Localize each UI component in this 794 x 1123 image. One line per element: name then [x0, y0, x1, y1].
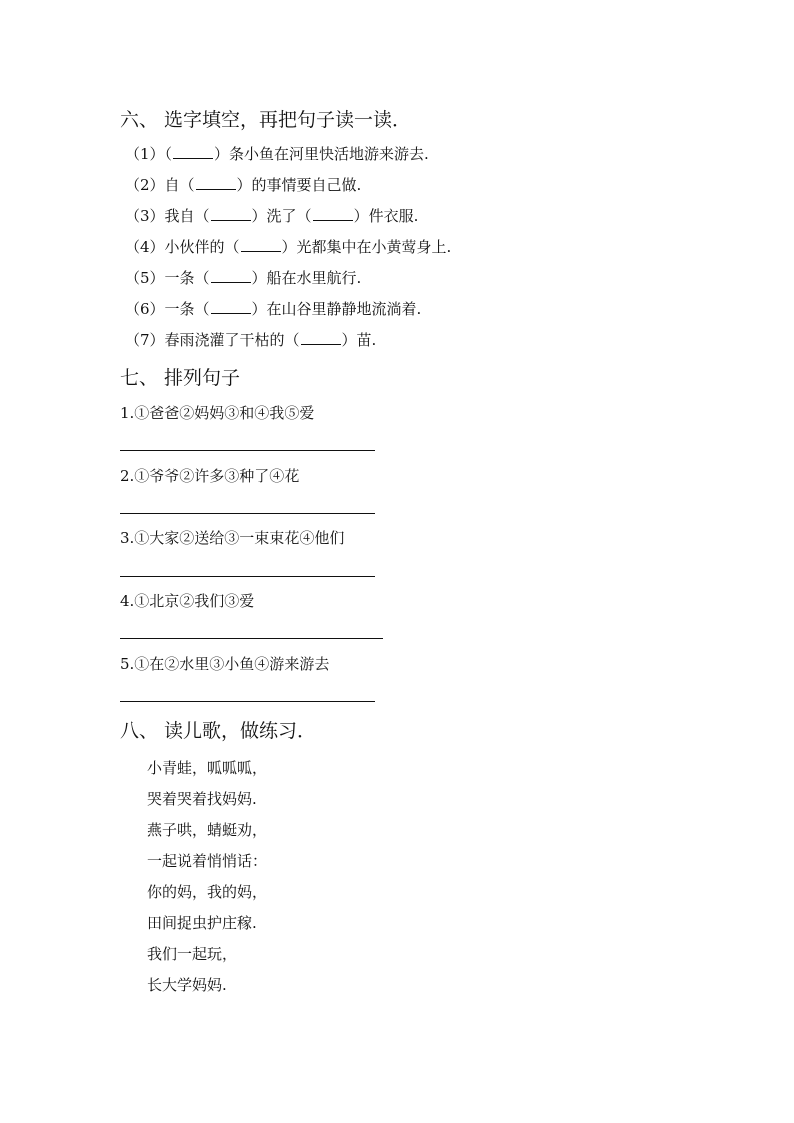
- section-8-heading: 八、 读儿歌，做练习．: [120, 720, 317, 742]
- arrange-item-1: 1.①爸爸②妈妈③和④我⑤爱: [120, 404, 315, 422]
- fill-item-5: [125, 268, 361, 288]
- section-6-heading: 六、 选字填空，再把句子读一读．: [120, 109, 412, 131]
- arrange-item-5: 5.①在②水里③小鱼④游来游去: [120, 655, 330, 673]
- fill-item-2: [125, 175, 361, 195]
- fill-item-4: [125, 237, 451, 257]
- answer-blank[interactable]: [211, 299, 251, 314]
- answer-line[interactable]: [120, 576, 375, 577]
- arrange-item-2: 2.①爷爷②许多③种了④花: [120, 467, 300, 485]
- poem-line: 你的妈，我的妈，: [147, 883, 268, 901]
- poem-line: 一起说着悄悄话：: [147, 852, 268, 870]
- poem-line: 长大学妈妈.: [147, 976, 227, 994]
- answer-line[interactable]: [120, 450, 375, 451]
- fill-item-text: （2）自（: [125, 176, 195, 194]
- answer-blank[interactable]: [301, 330, 341, 345]
- fill-item-text: （3）我自（: [125, 207, 210, 225]
- answer-line[interactable]: [120, 701, 375, 702]
- fill-item-text: （1）（: [125, 145, 173, 163]
- fill-item-text: ）的事情要自己做.: [236, 176, 362, 194]
- poem-line: 燕子哄，蜻蜓劝，: [147, 821, 268, 839]
- arrange-item-3: 3.①大家②送给③一束束花④他们: [120, 529, 345, 547]
- poem-line: 田间捉虫护庄稼.: [147, 914, 257, 932]
- fill-item-text: ）件衣服.: [353, 207, 419, 225]
- fill-item-text: ）苗.: [341, 331, 377, 349]
- answer-blank[interactable]: [211, 206, 251, 221]
- answer-blank[interactable]: [313, 206, 353, 221]
- fill-item-text: （4）小伙伴的（: [125, 238, 240, 256]
- answer-blank[interactable]: [196, 175, 236, 190]
- fill-item-text: ）洗了（: [251, 207, 312, 225]
- fill-item-text: （7）春雨浇灌了干枯的（: [125, 331, 300, 349]
- answer-blank[interactable]: [211, 268, 251, 283]
- answer-blank[interactable]: [241, 237, 281, 252]
- fill-item-text: ）光都集中在小黄莺身上.: [281, 238, 452, 256]
- answer-line[interactable]: [120, 638, 383, 639]
- section-7-heading: 七、 排列句子: [120, 367, 241, 389]
- fill-item-text: ）船在水里航行.: [251, 269, 362, 287]
- fill-item-text: ）在山谷里静静地流淌着.: [251, 300, 422, 318]
- poem-line: 哭着哭着找妈妈.: [147, 790, 257, 808]
- poem-line: 小青蛙，呱呱呱，: [147, 759, 268, 777]
- arrange-item-4: 4.①北京②我们③爱: [120, 592, 255, 610]
- fill-item-7: [125, 330, 376, 350]
- poem-line: 我们一起玩，: [147, 945, 238, 963]
- fill-item-1: [125, 144, 429, 164]
- answer-line[interactable]: [120, 513, 375, 514]
- fill-item-text: ）条小鱼在河里快活地游来游去.: [214, 145, 429, 163]
- fill-item-text: （6）一条（: [125, 300, 210, 318]
- fill-item-6: [125, 299, 421, 319]
- answer-blank[interactable]: [173, 144, 213, 159]
- fill-item-3: [125, 206, 418, 226]
- fill-item-text: （5）一条（: [125, 269, 210, 287]
